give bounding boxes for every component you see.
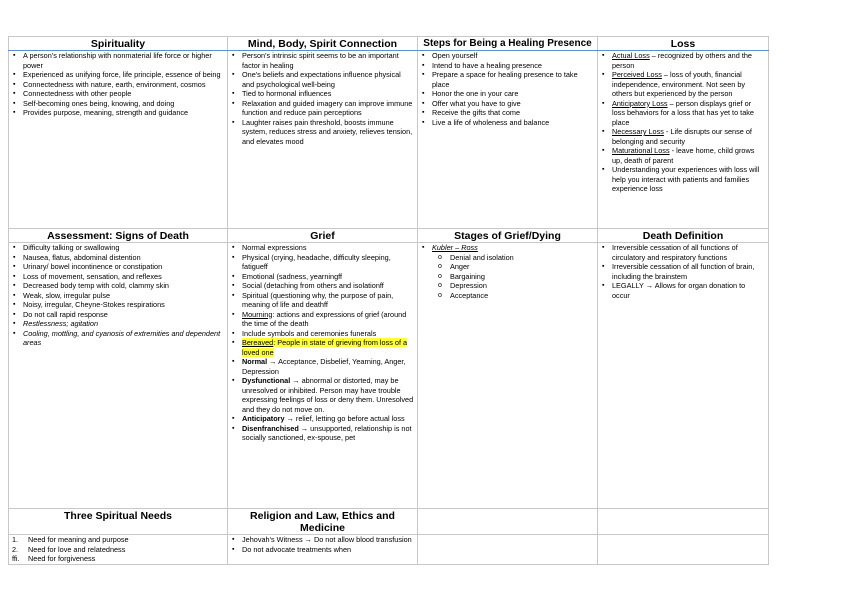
empty-cell xyxy=(418,535,598,565)
assessment-header: Assessment: Signs of Death xyxy=(9,229,228,243)
mourning-text: : actions and expressions of grief (around the time of the death xyxy=(242,309,407,328)
list-item: ▪ Relaxation and guided imagery can improve immune function and reduce pain perceptions xyxy=(242,99,414,118)
loss-text: – loss of youth, financial independence, environment. Not seen by others but experienced by the person xyxy=(612,70,746,98)
death-header: Death Definition xyxy=(598,229,769,243)
list-item: ▪ A person's relationship with nonmaterial life force or higher power xyxy=(23,51,224,70)
stages-cell xyxy=(418,243,598,509)
list-item: ▪ Include symbols and ceremonies funerals xyxy=(242,329,414,339)
list-item: ▪ Prepare a space for healing presence to take place xyxy=(432,70,594,89)
list-item xyxy=(242,357,414,376)
list-item xyxy=(12,554,224,564)
list-item: o Anger xyxy=(450,262,594,272)
religion-header: Religion and Law, Ethics and Medicine xyxy=(228,509,418,535)
healing-cell xyxy=(418,51,598,229)
list-item: ▪ Loss of movement, sensation, and reflexes xyxy=(23,272,224,282)
bereaved-text: : People in state of grieving from loss of a loved one xyxy=(242,338,408,357)
list-item xyxy=(242,338,414,357)
religion-cell xyxy=(228,535,418,565)
list-item: o Bargaining xyxy=(450,272,594,282)
list-item: ▪ Urinary/ bowel incontinence or constipation xyxy=(23,262,224,272)
loss-text: - Life disrupts our sense of belonging and security xyxy=(612,127,752,146)
list-item: o Denial and isolation xyxy=(450,253,594,263)
list-text: Need for forgiveness xyxy=(28,554,96,563)
list-item: ▪ Weak, slow, irregular pulse xyxy=(23,291,224,301)
healing-header: Steps for Being a Healing Presence xyxy=(418,37,598,51)
list-item xyxy=(242,376,414,414)
loss-term: Actual Loss xyxy=(612,51,650,60)
list-item: ▪ Physical (crying, headache, difficulty sleeping, fatigueff xyxy=(242,253,414,272)
list-number: ffi. xyxy=(12,554,20,563)
list-item xyxy=(612,70,765,99)
list-item xyxy=(242,310,414,329)
assessment-cell xyxy=(9,243,228,509)
list-text: Need for love and relatedness xyxy=(28,544,126,554)
list-item: ▪ Offer what you have to give xyxy=(432,99,594,109)
grief-type-term: Anticipatory xyxy=(242,414,285,423)
list-item: o Acceptance xyxy=(450,291,594,301)
list-item xyxy=(12,545,224,555)
notes-table xyxy=(8,36,769,565)
list-item: ▪ Tied to hormonal influences xyxy=(242,89,414,99)
list-item xyxy=(432,243,594,300)
list-item xyxy=(612,99,765,128)
loss-cell xyxy=(598,51,769,229)
mbs-list xyxy=(231,51,414,146)
empty-header xyxy=(598,509,769,535)
list-item: ▪ Difficulty talking or swallowing xyxy=(23,243,224,253)
list-item: ▪ Self-becoming ones being, knowing, and doing xyxy=(23,99,224,109)
grief-header: Grief xyxy=(228,229,418,243)
death-list xyxy=(601,243,765,300)
list-item: ▪ LEGALLY → Allows for organ donation to occur xyxy=(612,281,765,300)
mourning-term: Mourning xyxy=(242,309,273,319)
list-item: ▪ Open yourself xyxy=(432,51,594,61)
healing-list xyxy=(421,51,594,127)
list-item xyxy=(612,51,765,70)
list-item: ▪ Restlessness; agitation xyxy=(23,319,224,329)
list-item: ▪ Nausea, flatus, abdominal distention xyxy=(23,253,224,263)
list-item: ▪ Do not call rapid response xyxy=(23,310,224,320)
death-cell xyxy=(598,243,769,509)
list-item: ▪ Intend to have a healing presence xyxy=(432,61,594,71)
list-item: ▪ Cooling, mottling, and cyanosis of extremities and dependent areas xyxy=(23,329,224,348)
grief-type-text: → abnormal or distorted, may be unresolved or inhibited. Person may have trouble expressing feelings of loss or deny them. Unresolved and they do not move on. xyxy=(242,376,414,414)
list-item xyxy=(612,127,765,146)
list-item xyxy=(612,146,765,165)
list-number: 2. xyxy=(12,544,19,554)
stages-header: Stages of Grief/Dying xyxy=(418,229,598,243)
header-row-2 xyxy=(9,229,769,243)
needs-header: Three Spiritual Needs xyxy=(9,509,228,535)
list-item: ▪ Laughter raises pain threshold, boosts immune system, reduces stress and anxiety, relieves tension, and elevates mood xyxy=(242,118,414,147)
loss-text: - leave home, child grows up, death of parent xyxy=(612,146,755,165)
list-item: ▪ Irreversible cessation of all function of brain, including the brainstem xyxy=(612,262,765,281)
religion-list xyxy=(231,535,414,554)
list-item: o Depression xyxy=(450,281,594,291)
list-item: ▪ Connectedness with nature, earth, environment, cosmos xyxy=(23,80,224,90)
loss-text: Understanding your experiences with loss will help you interact with patients and families experience loss xyxy=(612,165,760,193)
spirituality-list xyxy=(12,51,224,118)
grief-type-term: Normal xyxy=(242,357,268,366)
list-item: ▪ Normal expressions xyxy=(242,243,414,253)
list-item: ▪ Noisy, irregular, Cheyne-Stokes respirations xyxy=(23,300,224,310)
grief-type-text: → relief, letting go before actual loss xyxy=(284,414,405,423)
header-row-1 xyxy=(9,37,769,51)
mbs-cell xyxy=(228,51,418,229)
bereaved-term: Bereaved xyxy=(242,338,274,347)
list-item xyxy=(12,535,224,545)
list-item: ▪ Experienced as unifying force, life principle, essence of being xyxy=(23,70,224,80)
loss-term: Necessary Loss xyxy=(612,127,664,136)
grief-type-text: → Acceptance, Disbelief, Yearning, Anger, Depression xyxy=(242,357,406,376)
list-item: ▪ Decreased body temp with cold, clammy skin xyxy=(23,281,224,291)
list-text: Need for meaning and purpose xyxy=(28,535,129,544)
loss-term: Maturational Loss xyxy=(612,146,670,155)
list-item: ▪ Receive the gifts that come xyxy=(432,108,594,118)
content-row-3 xyxy=(9,535,769,565)
list-item: ▪ Spiritual (questioning why, the purpose of pain, meaning of life and deathff xyxy=(242,291,414,310)
header-row-3 xyxy=(9,509,769,535)
empty-header xyxy=(418,509,598,535)
list-item xyxy=(242,424,414,443)
list-item: ▪ Emotional (sadness, yearningff xyxy=(242,272,414,282)
loss-header: Loss xyxy=(598,37,769,51)
loss-text: – recognized by others and the person xyxy=(612,51,752,70)
mbs-header: Mind, Body, Spirit Connection xyxy=(228,37,418,51)
loss-text: – person displays grief or loss behaviors for a loss that has yet to take place xyxy=(612,98,754,127)
grief-list xyxy=(231,243,414,443)
list-item: ▪ Person's intrinsic spirit seems to be an important factor in healing xyxy=(242,51,414,70)
spirituality-cell xyxy=(9,51,228,229)
list-item: ▪ Irreversible cessation of all functions of circulatory and respiratory functions xyxy=(612,243,765,262)
content-row-2 xyxy=(9,243,769,509)
grief-cell xyxy=(228,243,418,509)
list-item: ▪ Honor the one in your care xyxy=(432,89,594,99)
stages-sublist xyxy=(432,253,594,301)
list-item xyxy=(242,414,414,424)
grief-type-term: Disenfranchised xyxy=(242,423,299,433)
assessment-list xyxy=(12,243,224,348)
list-item: ▪ Social (detaching from others and isolationff xyxy=(242,281,414,291)
stages-list xyxy=(421,243,594,300)
loss-term: Perceived Loss xyxy=(612,70,662,79)
list-item: ▪ One's beliefs and expectations influence physical and psychological well-being xyxy=(242,70,414,89)
needs-cell xyxy=(9,535,228,565)
list-item: ▪ Live a life of wholeness and balance xyxy=(432,118,594,128)
list-item: ▪ Provides purpose, meaning, strength and guidance xyxy=(23,108,224,118)
list-item: ▪ Jehovah's Witness → Do not allow blood transfusion xyxy=(242,535,414,545)
list-item: ▪ Do not advocate treatments when xyxy=(242,545,414,555)
grief-type-text: → unsupported, relationship is not socially sanctioned, ex-spouse, pet xyxy=(242,423,412,442)
list-item xyxy=(612,165,765,194)
empty-cell xyxy=(598,535,769,565)
stages-source: Kubler – Ross xyxy=(432,243,478,252)
grief-type-term: Dysfunctional xyxy=(242,376,291,385)
loss-list xyxy=(601,51,765,194)
list-item: ▪ Connectedness with other people xyxy=(23,89,224,99)
spirituality-header: Spirituality xyxy=(9,37,228,51)
content-row-1 xyxy=(9,51,769,229)
loss-term: Anticipatory Loss xyxy=(612,98,668,108)
list-number: 1. xyxy=(12,535,19,544)
